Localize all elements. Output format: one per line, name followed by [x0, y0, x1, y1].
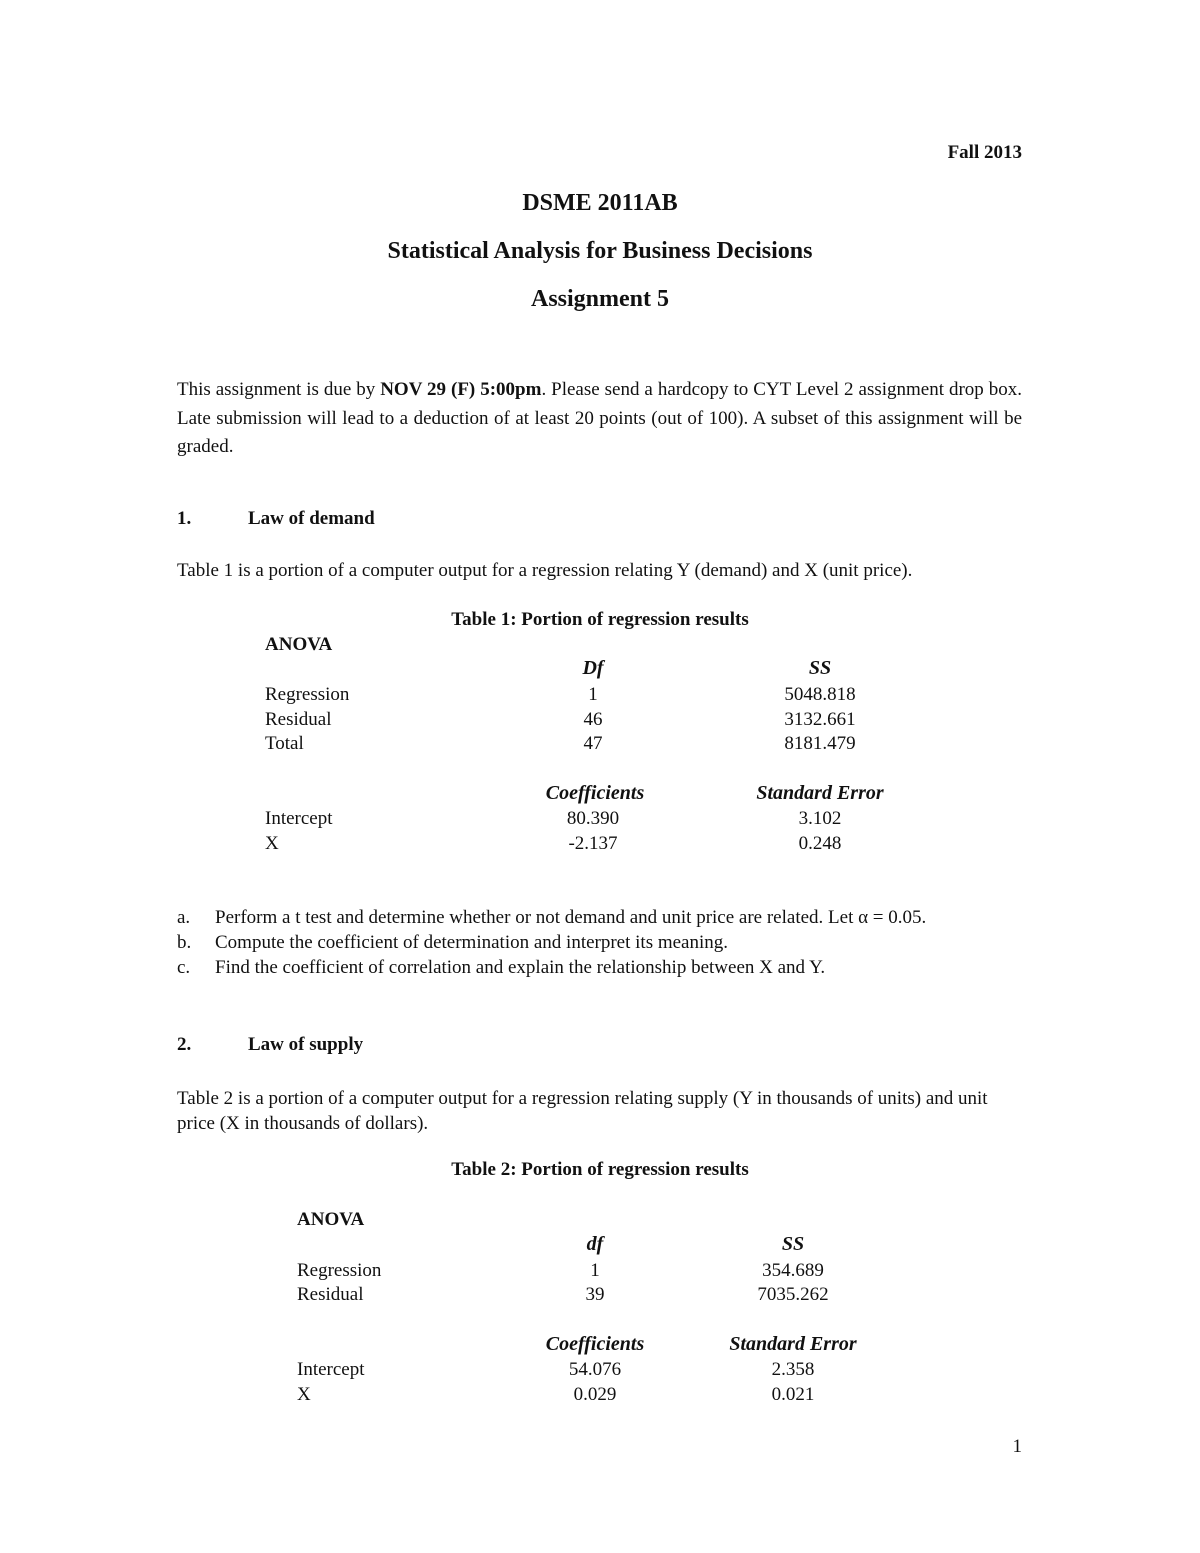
- table2-header-standard-error: Standard Error: [729, 1333, 857, 1355]
- question-text: Compute the coefficient of determination and interpret its meaning.: [215, 932, 729, 953]
- table1-coef-label: Intercept: [265, 808, 333, 829]
- section1-number: 1.: [177, 508, 192, 529]
- intro-paragraph: [177, 376, 1022, 462]
- table2-coef-label: X: [297, 1384, 311, 1405]
- course-code: DSME 2011AB: [522, 190, 678, 216]
- table1-coef-label: X: [265, 833, 279, 854]
- table2-caption: Table 2: Portion of regression results: [451, 1159, 749, 1180]
- table2-row-df: 39: [585, 1284, 605, 1305]
- table1-se-value: 3.102: [798, 808, 842, 829]
- table2-coef-label: Intercept: [297, 1359, 365, 1380]
- section1-text: Table 1 is a portion of a computer output for a regression relating Y (demand) and X (unit price).: [177, 560, 913, 581]
- table1-row-df: 1: [588, 684, 598, 705]
- page-number: 1: [1012, 1436, 1022, 1457]
- table2-row-label: Regression: [297, 1260, 382, 1281]
- question-letter: b.: [177, 932, 192, 953]
- table2-se-value: 2.358: [771, 1359, 815, 1380]
- section2-heading: Law of supply: [248, 1034, 364, 1055]
- table2-coef-value: 54.076: [568, 1359, 622, 1380]
- intro-post: . Please send a hardcopy to CYT Level 2 assignment drop box. Late submission will lead to a deduction of at least 20 points (out of 100). A subset of this assignment will be graded.: [177, 379, 1023, 457]
- table2-row-label: Residual: [297, 1284, 364, 1305]
- table1-coef-value: -2.137: [568, 833, 618, 854]
- table2-se-value: 0.021: [771, 1384, 815, 1405]
- table1-header-ss: SS: [808, 657, 832, 679]
- table1-coef-value: 80.390: [566, 808, 620, 829]
- course-subject: Statistical Analysis for Business Decisions: [387, 238, 813, 264]
- table1-row-label: Regression: [265, 684, 350, 705]
- table1-row-ss: 3132.661: [784, 709, 856, 730]
- assignment-title: Assignment 5: [530, 286, 669, 312]
- table1-row-ss: 8181.479: [784, 733, 856, 754]
- table2-header-coefficients: Coefficients: [545, 1333, 645, 1355]
- table2-coef-value: 0.029: [573, 1384, 617, 1405]
- table2-header-ss: SS: [781, 1233, 805, 1255]
- table1-caption: Table 1: Portion of regression results: [451, 609, 749, 630]
- section1-heading: Law of demand: [248, 508, 375, 529]
- table2-row-ss: 7035.262: [757, 1284, 829, 1305]
- table1-row-label: Residual: [265, 709, 332, 730]
- due-date: NOV 29 (F) 5:00pm: [380, 379, 542, 400]
- table2-row-ss: 354.689: [762, 1260, 824, 1281]
- intro-pre: This assignment is due by: [177, 379, 381, 400]
- table1-header-df: Df: [582, 657, 604, 679]
- table1-row-label: Total: [265, 733, 304, 754]
- question-text: Find the coefficient of correlation and explain the relationship between X and Y.: [215, 957, 826, 978]
- question-letter: a.: [177, 907, 191, 928]
- table1-header-standard-error: Standard Error: [756, 782, 884, 804]
- question-text: Perform a t test and determine whether or not demand and unit price are related. Let α = 0.05.: [215, 907, 927, 928]
- term-label: Fall 2013: [947, 142, 1022, 163]
- table1-row-df: 46: [583, 709, 603, 730]
- section2-text: Table 2 is a portion of a computer output for a regression relating supply (Y in thousands of units) and unit price (X in thousands of dollars).: [177, 1088, 988, 1134]
- table2-anova-label: ANOVA: [297, 1209, 365, 1230]
- table1-se-value: 0.248: [798, 833, 842, 854]
- table1-row-ss: 5048.818: [784, 684, 856, 705]
- table1-header-coefficients: Coefficients: [545, 782, 645, 804]
- section2-number: 2.: [177, 1034, 192, 1055]
- table2-header-df: df: [586, 1233, 604, 1255]
- table1-anova-label: ANOVA: [265, 634, 333, 655]
- table1-row-df: 47: [583, 733, 603, 754]
- question-letter: c.: [177, 957, 191, 978]
- table2-row-df: 1: [590, 1260, 600, 1281]
